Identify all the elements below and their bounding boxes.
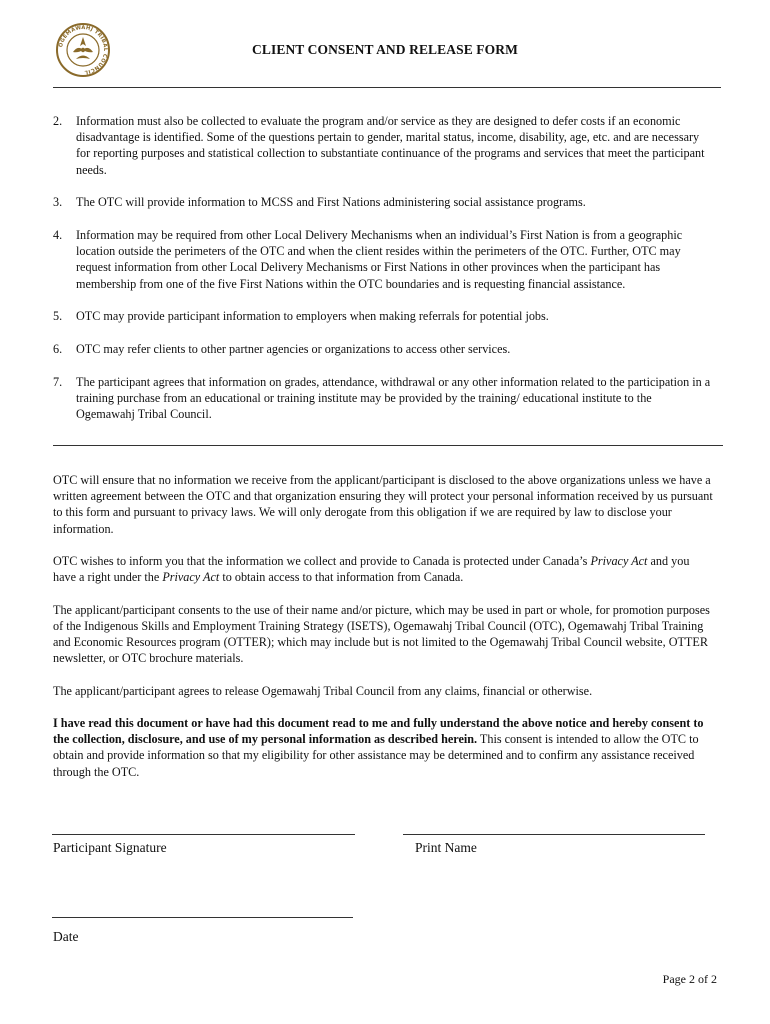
item-text: The OTC will provide information to MCSS and First Nations administering social assistance programs. <box>76 195 586 210</box>
svg-text:OGEMAWAHJ TRIBAL COUNCIL: OGEMAWAHJ TRIBAL COUNCIL <box>58 24 109 76</box>
acknowledgement-bold: I have read this document or have had this document read to me and fully understand the above notice and hereby consent to the collection, disclosure, and use of my personal information as described herein. <box>53 715 704 747</box>
item-text: Information may be required from other Local Delivery Mechanisms when an individual’s First Nation is from a geographic location outside the perimeters of the OTC and when the client resides within the perimeters of the OTC. Further, OTC may request information from other Local Delivery Mechanisms or First Nations in other provinces when the participant has membership from one of the five First Nations within the OTC boundaries and is requesting financial assistance. <box>76 228 683 291</box>
terms-list <box>53 113 713 439</box>
list-item <box>53 194 713 210</box>
list-item <box>53 308 713 324</box>
list-item <box>53 374 713 423</box>
acknowledgement-paragraph: I have read this document or have had this document read to me and fully understand the above notice and hereby consent to the collection, disclosure, and use of my personal information as described herein. This consent is intended to allow the OTC to obtain and provide information so that my eligibility for other assistance may be determined and to confirm any assistance received through the OTC. <box>53 715 704 779</box>
divider <box>53 87 721 88</box>
participant-signature-label: Participant Signature <box>53 840 167 855</box>
item-text: Information must also be collected to evaluate the program and/or service as they are designed to defer costs if an economic disadvantage is identified. Some of the questions pertain to gender, marital status, income, disability, age, etc. and are necessary for reporting purposes and statistical collection to substantiate continuance of the programs and services that meet the participant needs. <box>76 114 705 177</box>
page-title: CLIENT CONSENT AND RELEASE FORM <box>252 42 518 57</box>
item-number: 6. <box>53 342 63 357</box>
list-item <box>53 227 713 292</box>
item-number: 4. <box>53 228 63 243</box>
item-number: 2. <box>53 114 63 128</box>
privacy-act-reference: Privacy Act <box>590 554 648 568</box>
privacy-paragraph: OTC will ensure that no information we receive from the applicant/participant is disclosed to the above organizations unless we have a written agreement between the OTC and that organization ensuring they will protect your personal information received by us pursuant to this form and pursuant to privacy laws. We will only derogate from this obligation if we are required by law to disclose your information. <box>53 473 713 536</box>
privacy-act-paragraph: OTC wishes to inform you that the information we collect and provide to Canada is protected under Canada’s Privacy Act and you have a right under the Privacy Act to obtain access to that information from Canada. <box>53 554 690 585</box>
participant-signature-line[interactable] <box>52 834 355 835</box>
item-text: OTC may refer clients to other partner agencies or organizations to access other services. <box>76 342 511 357</box>
print-name-line[interactable] <box>403 834 705 835</box>
item-text: OTC may provide participant information to employers when making referrals for potential jobs. <box>76 309 549 324</box>
list-item <box>53 341 713 357</box>
print-name-label: Print Name <box>415 840 477 855</box>
media-consent-paragraph: The applicant/participant consents to the use of their name and/or picture, which may be used in part or whole, for promotion purposes of the Indigenous Skills and Employment Training Strategy (ISETS), Ogemawahj Tribal Council (OTC), Ogemawahj Tribal Training and Economic Resources program (OTTER); which may include but is not limited to the Ogemawahj Tribal Council website, OTTER newsletter, or OTC brochure materials. <box>53 602 710 666</box>
divider <box>53 445 723 446</box>
date-line[interactable] <box>52 917 353 918</box>
privacy-act-reference: Privacy Act <box>162 570 220 585</box>
item-number: 7. <box>53 374 63 389</box>
page-number: Page 2 of 2 <box>662 972 717 986</box>
item-number: 3. <box>53 195 63 210</box>
item-text: The participant agrees that information on grades, attendance, withdrawal or any other information related to the participation in a training purchase from an educational or training institute may be provided by the training/ educational institute to the Ogemawahj Tribal Council. <box>76 374 711 422</box>
consent-body <box>53 472 715 780</box>
list-item <box>53 113 713 178</box>
date-label: Date <box>53 929 79 944</box>
release-paragraph: The applicant/participant agrees to release Ogemawahj Tribal Council from any claims, financial or otherwise. <box>53 683 593 698</box>
item-number: 5. <box>53 309 63 324</box>
